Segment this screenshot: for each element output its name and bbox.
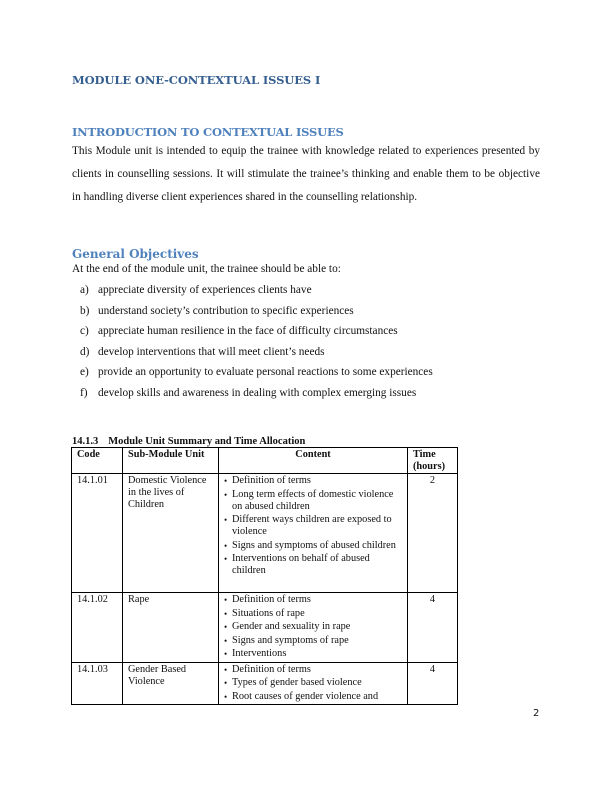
cell-time: 2 <box>408 474 458 593</box>
objective-text: understand society’s contribution to specific experiences <box>98 304 354 317</box>
cell-content <box>219 474 408 593</box>
content-item: • Signs and symptoms of rape <box>224 635 402 647</box>
objectives-heading: General Objectives <box>72 247 199 261</box>
table-caption-number: 14.1.3 <box>72 436 99 447</box>
introduction-paragraph: This Module unit is intended to equip the trainee with knowledge related to experiences presented by clients in counselling sessions. It will stimulate the trainee’s thinking and enable them to be objective in handling diverse client experiences shared in the counselling relationship. <box>72 145 540 203</box>
objective-text: appreciate human resilience in the face of difficulty circumstances <box>98 325 398 337</box>
cell-content <box>219 593 408 663</box>
list-marker: e) <box>80 366 89 378</box>
content-item: • Long term effects of domestic violence on abused children <box>224 489 402 513</box>
table-header-row <box>72 448 458 474</box>
content-item: • Situations of rape <box>224 608 402 620</box>
objective-item <box>80 284 433 305</box>
table-row <box>72 593 458 663</box>
objective-item <box>80 366 433 387</box>
module-summary-table <box>71 447 458 705</box>
table-row <box>72 474 458 593</box>
content-item: • Different ways children are exposed to violence <box>224 514 402 538</box>
list-marker: c) <box>80 325 89 337</box>
table-caption <box>72 436 305 447</box>
cell-sub-module: Rape <box>123 593 219 663</box>
objective-item <box>80 305 433 326</box>
content-item: • Definition of terms <box>224 664 402 676</box>
list-marker: f) <box>80 386 88 399</box>
table-caption-text: Module Unit Summary and Time Allocation <box>108 436 306 447</box>
content-item: • Interventions on behalf of abused children <box>224 553 402 577</box>
objective-item <box>80 346 433 367</box>
list-marker: a) <box>80 284 89 296</box>
objectives-list <box>80 284 433 407</box>
introduction-heading: INTRODUCTION TO CONTEXTUAL ISSUES <box>72 125 344 139</box>
cell-content <box>219 662 408 705</box>
module-title: MODULE ONE-CONTEXTUAL ISSUES I <box>72 73 321 87</box>
objective-item <box>80 325 433 346</box>
content-item: • Signs and symptoms of abused children <box>224 540 402 552</box>
header-content: Content <box>219 448 408 474</box>
header-code: Code <box>72 448 123 474</box>
content-item: • Gender and sexuality in rape <box>224 621 402 633</box>
cell-sub-module: Gender Based Violence <box>123 662 219 705</box>
cell-sub-module: Domestic Violence in the lives of Children <box>123 474 219 593</box>
list-marker: b) <box>80 304 90 317</box>
cell-time: 4 <box>408 662 458 705</box>
objective-text: appreciate diversity of experiences clients have <box>98 284 312 296</box>
content-item: • Root causes of gender violence and <box>224 691 402 703</box>
list-marker: d) <box>80 345 90 358</box>
cell-code: 14.1.01 <box>72 474 123 593</box>
table-row <box>72 662 458 705</box>
header-sub-module: Sub-Module Unit <box>123 448 219 474</box>
objective-item <box>80 387 433 408</box>
content-item: • Types of gender based violence <box>224 677 402 689</box>
page-number: 2 <box>533 708 540 719</box>
content-item: • Interventions <box>224 648 402 660</box>
cell-code: 14.1.03 <box>72 662 123 705</box>
cell-code: 14.1.02 <box>72 593 123 663</box>
header-time: Time (hours) <box>408 448 458 474</box>
content-item: • Definition of terms <box>224 475 402 487</box>
content-item: • Definition of terms <box>224 594 402 606</box>
objective-text: provide an opportunity to evaluate personal reactions to some experiences <box>98 366 433 378</box>
objectives-lead: At the end of the module unit, the trainee should be able to: <box>72 263 341 275</box>
cell-time: 4 <box>408 593 458 663</box>
objective-text: develop interventions that will meet client’s needs <box>98 345 325 358</box>
objective-text: develop skills and awareness in dealing with complex emerging issues <box>98 386 417 399</box>
